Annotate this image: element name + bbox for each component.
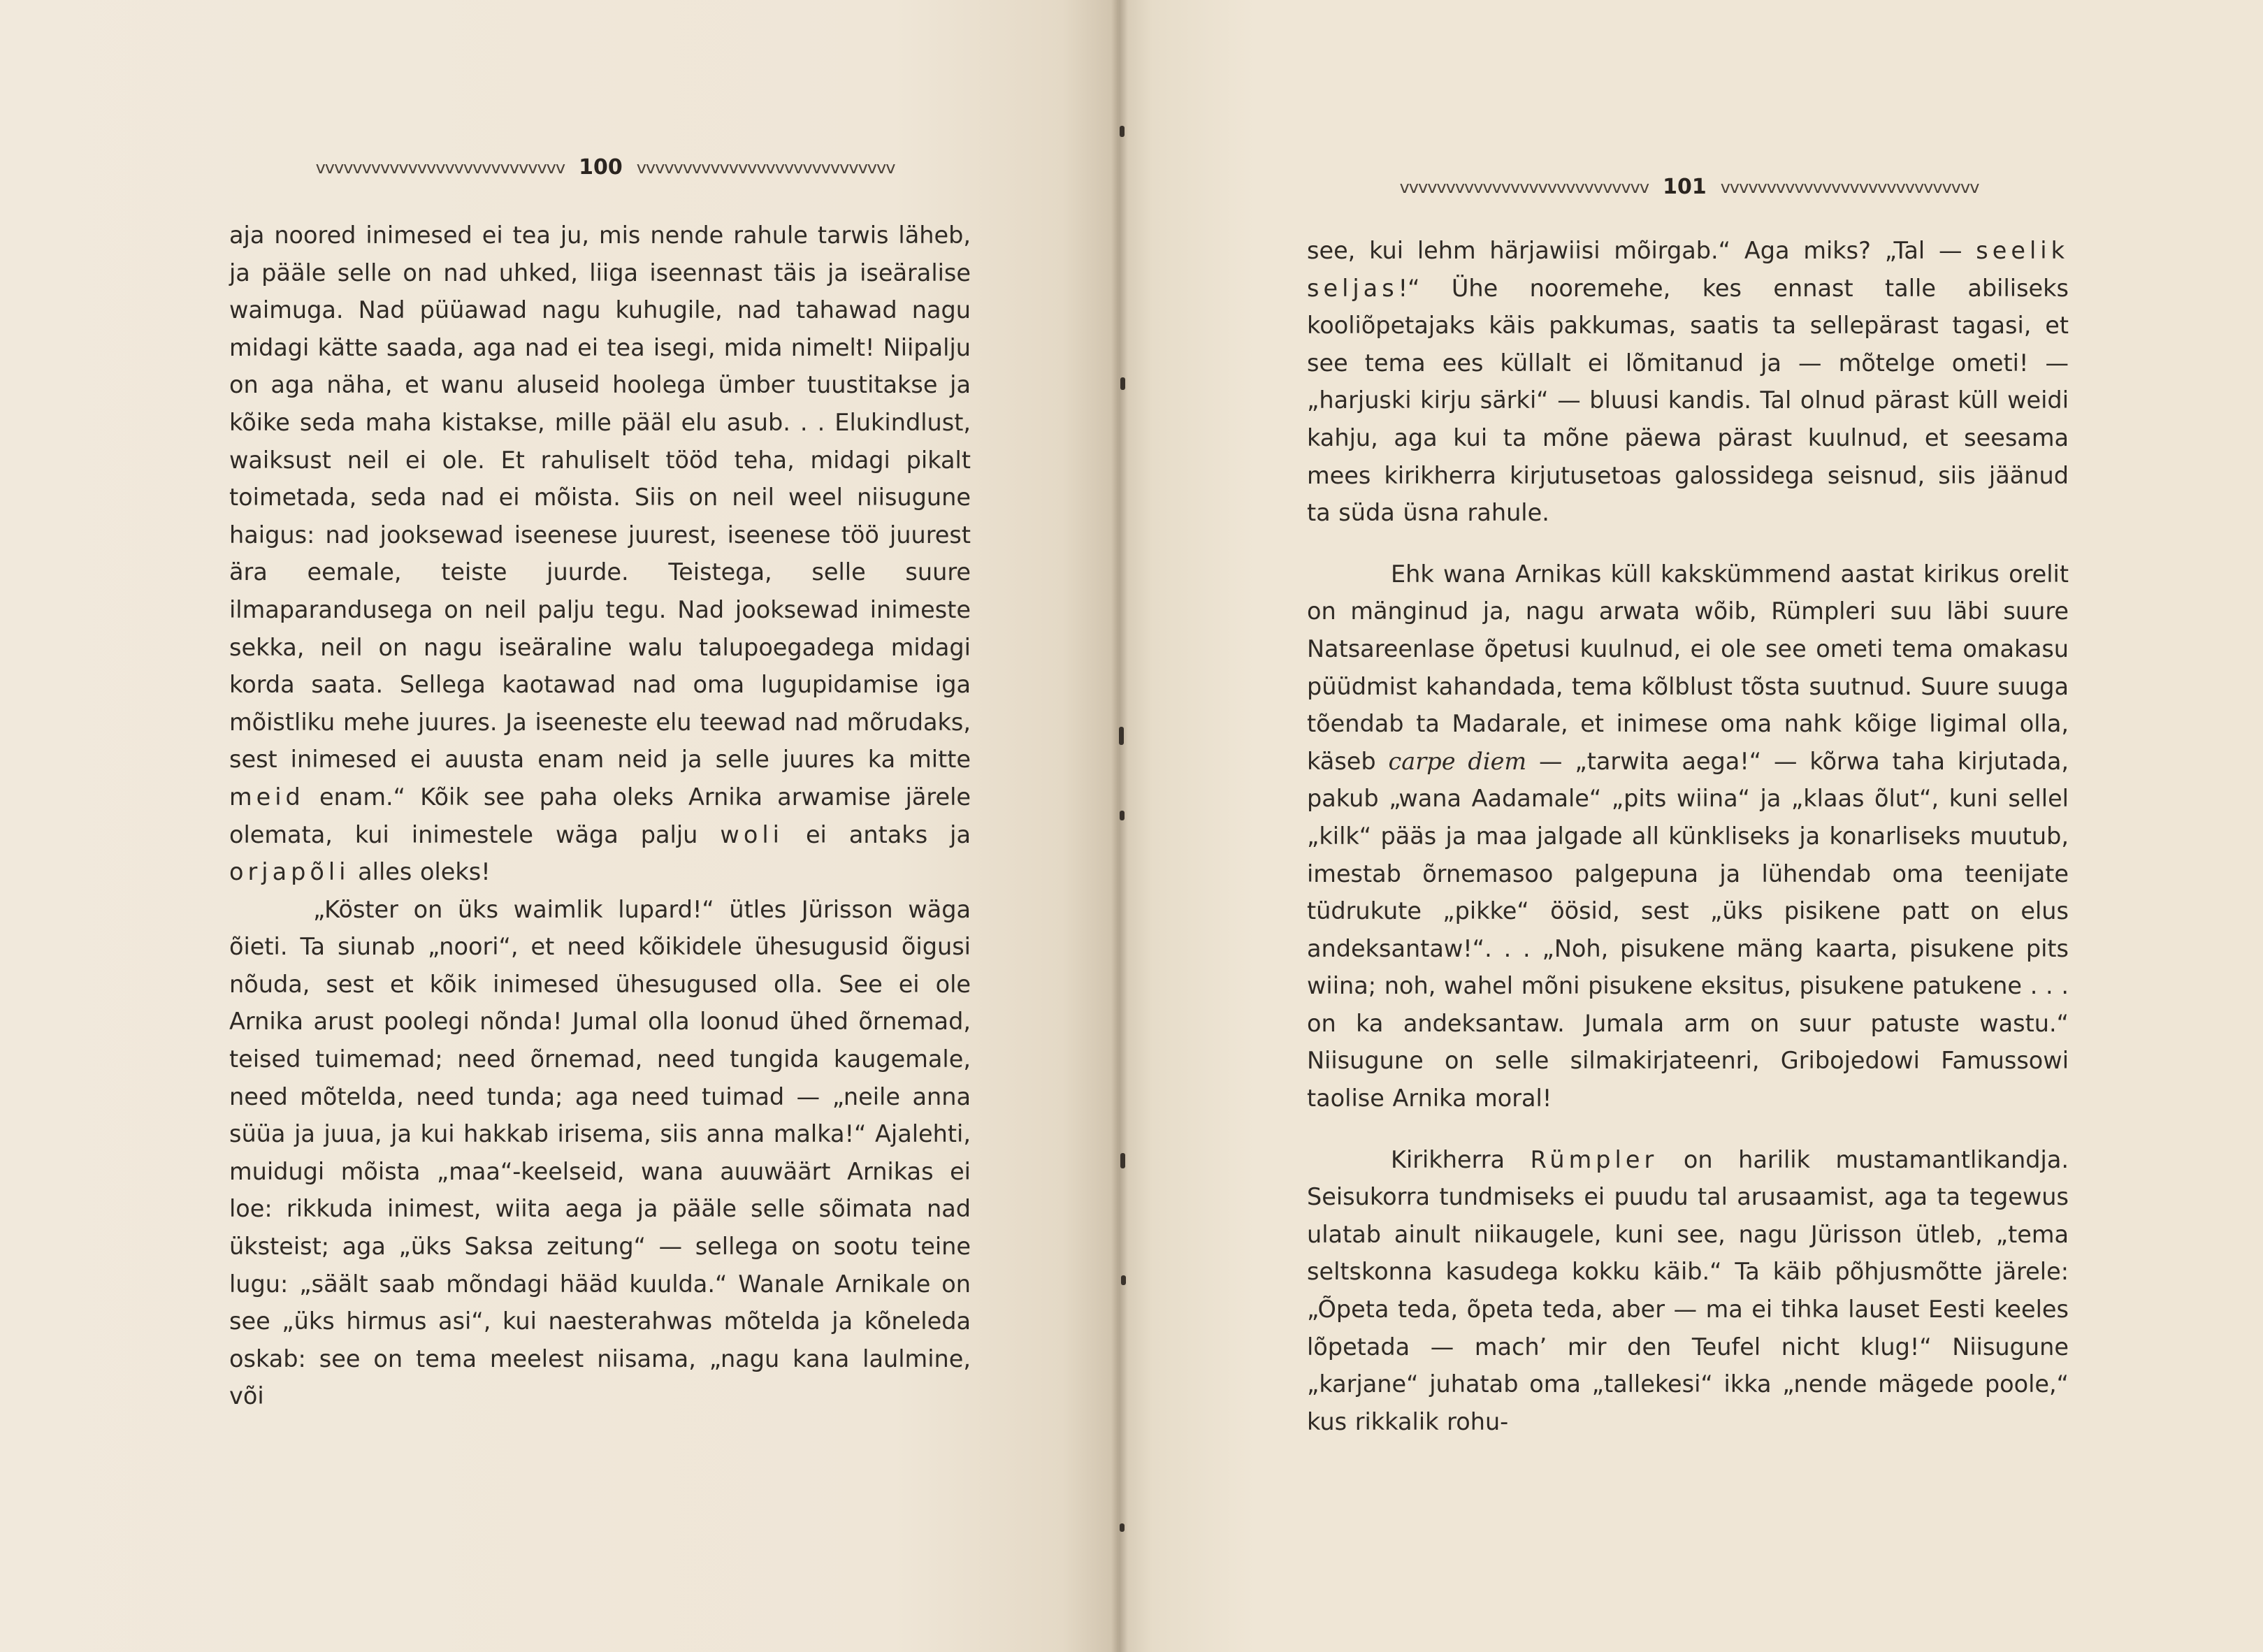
left-page-body bbox=[229, 217, 971, 1415]
header-ornament-left: vvvvvvvvvvvvvvvvvvvvvvvvvvv bbox=[315, 157, 565, 177]
italic-phrase: carpe diem bbox=[1388, 747, 1527, 775]
header-ornament-right: vvvvvvvvvvvvvvvvvvvvvvvvvvvv bbox=[636, 157, 895, 177]
spaced-emphasis: orjapõli bbox=[229, 858, 350, 886]
paragraph: see, kui lehm härjawiisi mõirgab.“ Aga miks? „Tal — seelik seljas!“ Ühe nooremehe, kes ennast talle abiliseks kooliõpetajaks käis pakkumas, saatis ta sellepärast tagasi, et see tema ees küllalt ei lõmitanud ja — mõtelge ometi! — „harjuski kirju särki“ — bluusi kandis. Tal olnud pärast küll weidi kahju, aga kui ta mõne päewa pärast kuulnud, et seesama mees kirikherra kirjutusetoas galossidega seisnud, siis jäänud ta süda üsna rahule. bbox=[1307, 237, 2069, 527]
left-page-header bbox=[228, 155, 983, 180]
spaced-emphasis: seelik seljas bbox=[1307, 237, 2069, 302]
page-number: 101 bbox=[1663, 175, 1707, 199]
left-page bbox=[0, 0, 1118, 1652]
paragraph-gap bbox=[1307, 532, 2069, 556]
header-ornament-right: vvvvvvvvvvvvvvvvvvvvvvvvvvvv bbox=[1720, 177, 1979, 197]
binding-mark bbox=[1120, 1153, 1125, 1168]
binding-mark bbox=[1120, 377, 1125, 390]
spaced-emphasis: meid bbox=[229, 783, 305, 811]
paragraph: Kirikherra Rümpler on harilik mustamantlikandja. Seisukorra tundmiseks ei puudu tal arusaamist, aga ta tegewus ulatab ainult niikaugele, kuni see, nagu Jürisson ütleb, „tema seltskonna kasudega kokku käib.“ Ta käib põhjusmõtte järele: „Õpeta teda, õpeta teda, aber — ma ei tihka lauset Eesti keeles lõpetada — mach’ mir den Teufel nicht klug!“ Niisugune „karjane“ juhatab oma „tallekesi“ ikka „nende mägede poole,“ kus rikkalik rohu- bbox=[1307, 1145, 2069, 1435]
paragraph: aja noored inimesed ei tea ju, mis nende rahule tarwis läheb, ja pääle selle on nad uhked, liiga iseennast täis ja iseäralise waimuga. Nad püüawad nagu kuhugile, nad tahawad nagu midagi kätte saada, aga nad ei tea isegi, mida nimelt! Niipalju on aga näha, et wanu aluseid hoolega ümber tuustitakse ja kõike seda maha kistakse, mille pääl elu asub. . . Elukindlust, waiksust neil ei ole. Et rahuliselt tööd teha, midagi pikalt toimetada, seda nad ei mõista. Siis on neil weel niisugune haigus: nad jooksewad iseenese juurest, iseenese töö juurest ära eemale, teiste juurde. Teistega, selle suure ilmaparandusega on neil palju tegu. Nad jooksewad inimeste sekka, neil on nagu iseäraline walu talupoegadega midagi korda saata. Sellega kaotawad nad oma lugupidamise iga mõistliku mehe juures. Ja iseeneste elu teewad nad mõrudaks, sest inimesed ei auusta enam neid ja selle juures ka mitte meid enam.“ Kõik see paha oleks Arnika arwamise järele olemata, kui inimestele wäga palju woli ei antaks ja orjapõli alles oleks! bbox=[229, 222, 971, 886]
spaced-emphasis: woli bbox=[720, 820, 783, 848]
spaced-emphasis: Rümpler bbox=[1530, 1145, 1658, 1173]
binding-mark bbox=[1120, 1523, 1125, 1532]
page-number: 100 bbox=[579, 155, 623, 180]
binding-mark bbox=[1121, 1275, 1126, 1285]
right-page-body bbox=[1307, 232, 2069, 1440]
header-ornament-left: vvvvvvvvvvvvvvvvvvvvvvvvvvv bbox=[1399, 177, 1649, 197]
paragraph: Ehk wana Arnikas küll kakskümmend aastat kirikus orelit on mänginud ja, nagu arwata wõib, Rümpleri suu läbi suure Natsareenlase õpetusi kuulnud, ei ole see ometi tema omakasu püüdmist kahandada, tema kõlblust tõsta suutnud. Suure suuga tõendab ta Madarale, et inimese oma nahk kõige ligimal olla, käseb carpe diem — „tarwita aega!“ — kõrwa taha kirjutada, pakub „wana Aadamale“ „pits wiina“ ja „klaas õlut“, kuni sellel „kilk“ pääs ja maa jalgade all künkliseks ja konarliseks muutub, imestab õrnemasoo palgepuna ja lühendab oma teenijate tüdrukute „pikke“ öösid, sest „üks pisikene patt on elus andeksantaw!“. . . „Noh, pisukene mäng kaarta, pisukene pits wiina; noh, wahel mõni pisukene eksitus, pisukene patukene . . . on ka andeksantaw. Jumala arm on suur patuste wastu.“ Niisugune on selle silmakirjateenri, Gribojedowi Famussowi taolise Arnika moral! bbox=[1307, 560, 2069, 1113]
book-gutter bbox=[1111, 0, 1128, 1652]
paragraph: „Köster on üks waimlik lupard!“ ütles Jürisson wäga õieti. Ta siunab „noori“, et need kõikidele ühesugusid õigusi nõuda, sest et kõik inimesed ühesugused olla. See ei ole Arnika arust poolegi nõnda! Jumal olla loonud ühed õrnemad, teised tuimemad; need õrnemad, need tungida kaugemale, need mõtelda, need tunda; aga need tuimad — „neile anna süüa ja juua, ja kui hakkab irisema, siis anna malka!“ Ajalehti, muidugi mõista „maa“-keelseid, wana auuwäärt Arnikas ei loe: rikkuda inimest, wiita aega ja pääle selle sõimata nad üksteist; aga „üks Saksa zeitung“ — sellega on sootu teine lugu: „säält saab mõndagi hääd kuulda.“ Wanale Arnikale on see „üks hirmus asi“, kui naesterahwas mõtelda ja kõneleda oskab: see on tema meelest niisama, „nagu kana laulmine, või bbox=[229, 895, 971, 1410]
right-page-header bbox=[1308, 175, 2070, 199]
right-page bbox=[1118, 0, 2263, 1652]
binding-mark bbox=[1120, 811, 1125, 820]
binding-mark bbox=[1119, 727, 1124, 745]
binding-mark bbox=[1120, 126, 1125, 137]
paragraph-gap bbox=[1307, 1117, 2069, 1141]
